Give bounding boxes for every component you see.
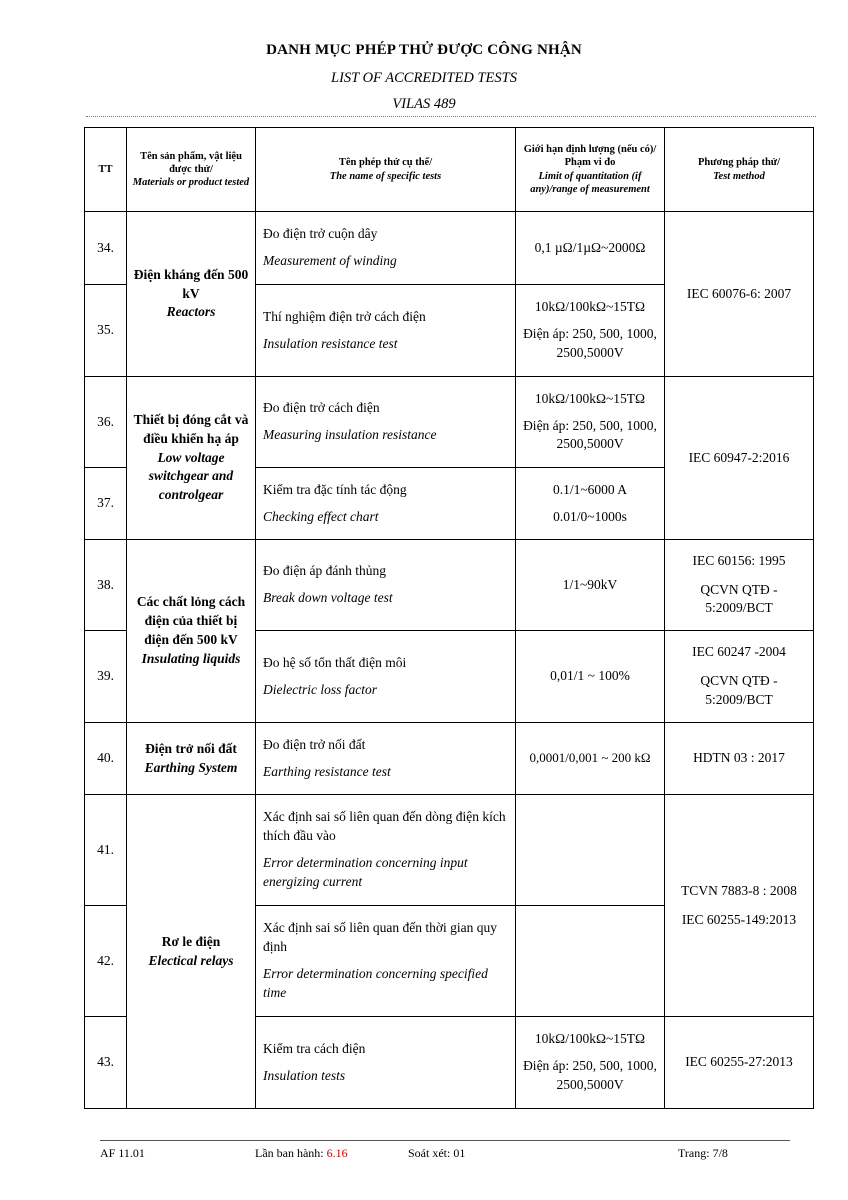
range-value: 0,01/1 ~ 100%	[550, 668, 630, 684]
range-value: 1/1~90kV	[562, 576, 618, 592]
test-en: Break down voltage test	[263, 590, 393, 605]
product-cell	[127, 377, 256, 540]
test-vi: Xác định sai số liên quan đến thời gian quy định	[263, 920, 497, 955]
test-name-cell	[256, 540, 516, 631]
method-value-2: IEC 60255-149:2013	[681, 911, 797, 927]
test-en: Insulation tests	[263, 1067, 346, 1083]
test-vi: Đo hệ số tổn thất điện môi	[263, 654, 407, 670]
table-row	[85, 723, 814, 795]
table-row	[85, 212, 814, 285]
voltage-values: Điện áp: 250, 500, 1000, 2500,5000V	[523, 417, 657, 452]
test-name-cell	[256, 795, 516, 906]
voltage-values: Điện áp: 250, 500, 1000, 2500,5000V	[523, 326, 657, 360]
col-test-en: The name of specific tests	[329, 170, 442, 182]
voltage-values: Điện áp: 250, 500, 1000, 2500,5000V	[523, 1058, 657, 1092]
footer-divider	[100, 1140, 790, 1141]
product-en: Earthing System	[144, 759, 238, 775]
row-number: 39.	[85, 631, 127, 723]
col-test	[256, 128, 516, 212]
test-vi: Kiểm tra cách điện	[263, 1040, 366, 1056]
test-name-cell	[256, 1017, 516, 1109]
col-product-en: Materials or product tested	[132, 177, 250, 189]
test-en: Earthing resistance test	[263, 763, 391, 779]
range-cell	[516, 906, 665, 1017]
col-method-vi: Phương pháp thử/	[697, 157, 781, 169]
range-cell	[516, 212, 665, 285]
test-name-cell	[256, 468, 516, 540]
product-en: Reactors	[166, 304, 216, 320]
test-name-cell	[256, 285, 516, 377]
row-number: 37.	[85, 468, 127, 540]
col-method	[665, 128, 814, 212]
col-product	[127, 128, 256, 212]
range-value: 0,0001/0,001 ~ 200 kΩ	[529, 750, 651, 766]
accreditation-code: VILAS 489	[392, 96, 456, 112]
method-value: IEC 60156: 1995	[692, 552, 786, 568]
method-value: IEC 60076-6: 2007	[686, 285, 792, 301]
footer-page: Trang: 7/8	[678, 1146, 728, 1160]
product-cell	[127, 540, 256, 723]
row-number: 35.	[85, 285, 127, 377]
test-en: Measuring insulation resistance	[263, 427, 437, 442]
product-vi: Thiết bị đóng cắt và điều khiển hạ áp	[133, 411, 249, 446]
method-value: IEC 60247 -2004	[692, 644, 786, 660]
test-en: Checking effect chart	[263, 508, 379, 524]
test-vi: Kiểm tra đặc tính tác động	[263, 481, 407, 497]
range-value: 10kΩ/100kΩ~15TΩ	[534, 299, 646, 315]
footer-form-code: AF 11.01	[100, 1146, 145, 1160]
method-cell	[665, 540, 814, 631]
range-cell	[516, 795, 665, 906]
test-vi: Xác định sai số liên quan đến dòng điện kích thích đầu vào	[263, 809, 506, 844]
table-row	[85, 540, 814, 631]
product-vi: Các chất lỏng cách điện của thiết bị điện đến 500 kV	[136, 594, 246, 647]
test-name-cell	[256, 212, 516, 285]
test-vi: Thí nghiệm điện trở cách điện	[263, 308, 426, 324]
row-number: 40.	[85, 723, 127, 795]
col-limit-en: Limit of quantitation (if any)/range of measurement	[530, 170, 650, 195]
footer-issue-label: Lần ban hành:	[255, 1146, 324, 1160]
test-en: Measurement of winding	[263, 253, 397, 268]
col-limit-vi: Giới hạn định lượng (nếu có)/ Phạm vi đo	[523, 144, 657, 169]
time-range: 0.01/0~1000s	[553, 508, 627, 524]
col-tt: TT	[85, 128, 127, 212]
row-number: 36.	[85, 377, 127, 468]
method-cell	[665, 795, 814, 1017]
table-row	[85, 795, 814, 906]
table-row	[85, 377, 814, 468]
test-en: Error determination concerning specified time	[263, 966, 488, 1000]
method-value: TCVN 7883-8 : 2008	[681, 882, 797, 898]
row-number: 38.	[85, 540, 127, 631]
product-en: Electical relays	[148, 952, 234, 968]
test-name-cell	[256, 723, 516, 795]
page-title: DANH MỤC PHÉP THỬ ĐƯỢC CÔNG NHẬN	[266, 42, 582, 58]
method-value-2: QCVN QTĐ - 5:2009/BCT	[700, 581, 778, 616]
method-cell	[665, 1017, 814, 1109]
test-name-cell	[256, 906, 516, 1017]
product-vi: Điện trở nối đất	[145, 740, 237, 756]
method-value: HDTN 03 : 2017	[693, 750, 785, 766]
test-en: Insulation resistance test	[263, 335, 398, 351]
test-vi: Đo điện trở cuộn dây	[263, 226, 378, 242]
product-vi: Điện kháng đến 500 kV	[133, 266, 249, 301]
range-cell	[516, 1017, 665, 1109]
test-vi: Đo điện áp đánh thủng	[263, 563, 386, 579]
footer-issue	[255, 1146, 348, 1161]
range-cell	[516, 285, 665, 377]
dotted-divider	[86, 116, 816, 117]
test-vi: Đo điện trở cách điện	[263, 400, 380, 416]
row-number: 41.	[85, 795, 127, 906]
col-method-en: Test method	[713, 170, 765, 182]
footer-review: Soát xét: 01	[408, 1146, 466, 1160]
range-cell	[516, 631, 665, 723]
product-en: Insulating liquids	[141, 650, 241, 666]
range-cell	[516, 468, 665, 540]
method-cell	[665, 212, 814, 377]
test-vi: Đo điện trở nối đất	[263, 736, 366, 752]
test-en: Dielectric loss factor	[263, 681, 377, 697]
col-product-vi: Tên sản phẩm, vật liệu được thử/	[140, 150, 242, 175]
page-subtitle: LIST OF ACCREDITED TESTS	[331, 70, 517, 86]
product-cell	[127, 212, 256, 377]
product-cell	[127, 795, 256, 1109]
tests-table	[84, 127, 814, 1109]
method-value: IEC 60255-27:2013	[685, 1054, 793, 1070]
method-cell	[665, 723, 814, 795]
product-vi: Rơ le điện	[161, 933, 221, 949]
footer-issue-value: 6.16	[326, 1146, 348, 1160]
range-cell	[516, 723, 665, 795]
col-limit	[516, 128, 665, 212]
range-value: 0,1 µΩ/1µΩ~2000Ω	[534, 239, 646, 255]
test-name-cell	[256, 631, 516, 723]
test-en: Error determination concerning input energizing current	[263, 855, 468, 889]
range-cell	[516, 540, 665, 631]
method-value: IEC 60947-2:2016	[688, 449, 790, 465]
method-cell	[665, 631, 814, 723]
range-value: 10kΩ/100kΩ~15TΩ	[534, 390, 646, 406]
row-number: 43.	[85, 1017, 127, 1109]
range-cell	[516, 377, 665, 468]
row-number: 42.	[85, 906, 127, 1017]
test-name-cell	[256, 377, 516, 468]
method-value-2: QCVN QTĐ - 5:2009/BCT	[700, 673, 778, 707]
table-header-row	[85, 128, 814, 212]
col-test-vi: Tên phép thử cụ thể/	[338, 157, 433, 169]
method-cell	[665, 377, 814, 540]
product-cell	[127, 723, 256, 795]
row-number: 34.	[85, 212, 127, 285]
range-value: 10kΩ/100kΩ~15TΩ	[534, 1031, 646, 1047]
product-en: Low voltage switchgear and controlgear	[148, 449, 234, 503]
range-value: 0.1/1~6000 A	[552, 481, 628, 497]
